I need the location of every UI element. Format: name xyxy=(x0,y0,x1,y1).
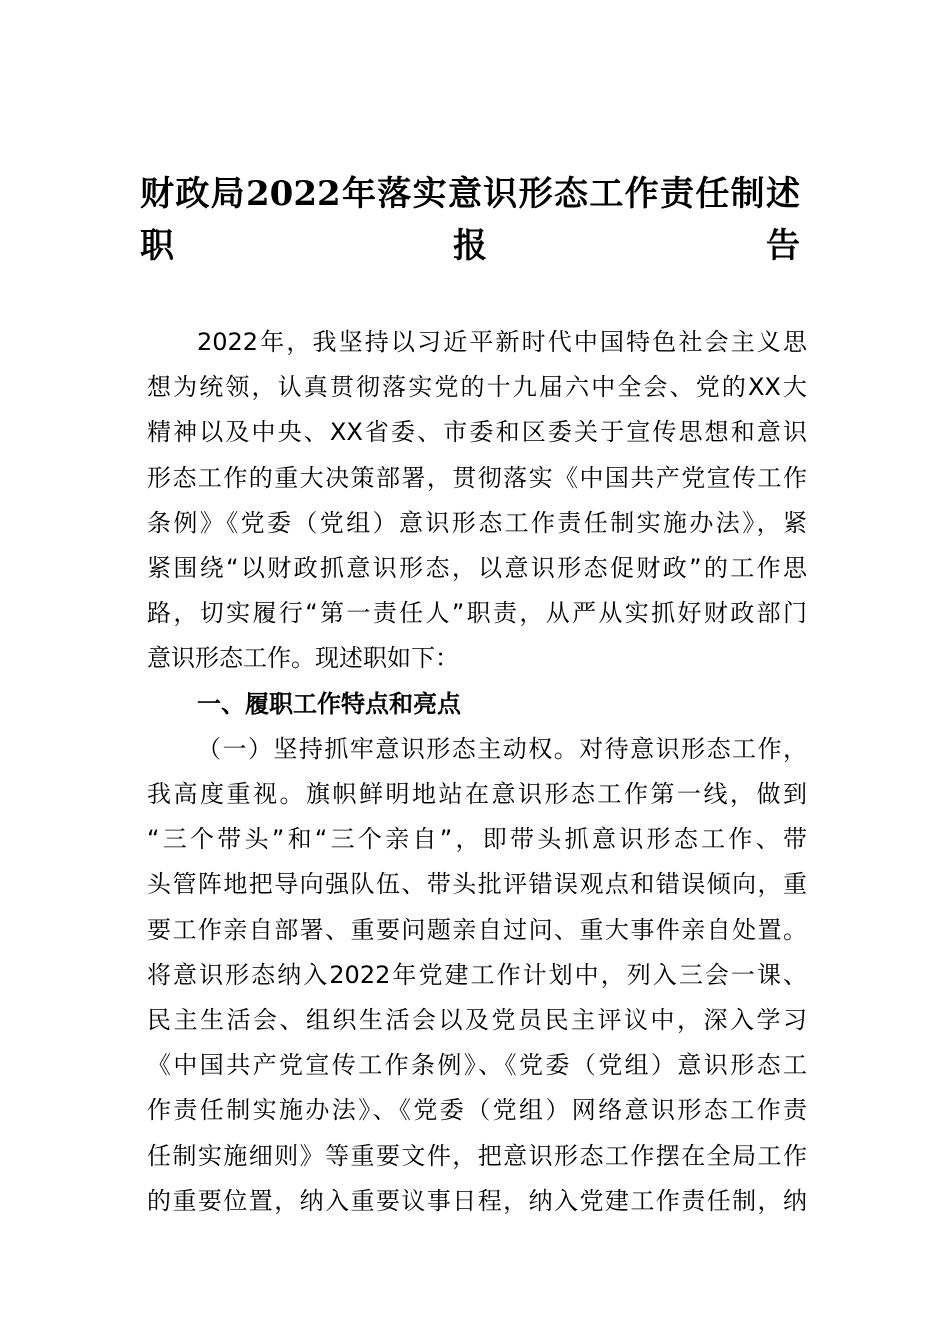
paragraph-intro xyxy=(147,320,807,682)
text-line: 想为统领，认真贯彻落实党的十九届六中全会、党的XX大 xyxy=(147,373,807,402)
text-line: 头管阵地把导向强队伍、带头批评错误观点和错误倾向，重 xyxy=(147,870,807,899)
text-line: 精神以及中央、XX省委、市委和区委关于宣传思想和意识 xyxy=(147,418,807,447)
text-line: 条例》《党委（党组）意识形态工作责任制实施办法》，紧 xyxy=(147,508,807,537)
text-line: 紧围绕“以财政抓意识形态，以意识形态促财政”的工作思 xyxy=(147,554,807,583)
title-line-2: 职报告 xyxy=(140,226,800,266)
text-line: 路，切实履行“第一责任人”职责，从严从实抓好财政部门 xyxy=(147,599,807,628)
text-line: 作责任制实施办法》、《党委（党组）网络意识形态工作责 xyxy=(147,1096,807,1125)
text-line: （一）坚持抓牢意识形态主动权。对待意识形态工作， xyxy=(197,734,807,763)
text-line: 形态工作的重大决策部署，贯彻落实《中国共产党宣传工作 xyxy=(147,463,807,492)
document-body xyxy=(147,320,807,1224)
text-line: 《中国共产党宣传工作条例》、《党委（党组）意识形态工 xyxy=(147,1051,807,1080)
text-line: 2022年，我坚持以习近平新时代中国特色社会主义思 xyxy=(197,328,807,356)
section-heading-1 xyxy=(147,682,807,727)
text-line: 将意识形态纳入2022年党建工作计划中，列入三会一课、 xyxy=(147,960,807,989)
text-line: 的重要位置，纳入重要议事日程，纳入党建工作责任制，纳 xyxy=(147,1186,807,1215)
title-line-1: 财政局2022年落实意识形态工作责任制述 xyxy=(140,174,800,214)
text-line: 意识形态工作。现述职如下： xyxy=(147,644,459,673)
text-line: 要工作亲自部署、重要问题亲自过问、重大事件亲自处置。 xyxy=(147,915,807,944)
text-line: 任制实施细则》等重要文件，把意识形态工作摆在全局工作 xyxy=(147,1141,807,1170)
paragraph-section-1-1 xyxy=(147,727,807,1224)
text-line: “三个带头”和“三个亲自”，即带头抓意识形态工作、带 xyxy=(147,825,807,854)
text-line: 民主生活会、组织生活会以及党员民主评议中，深入学习 xyxy=(147,1006,807,1035)
document-title xyxy=(140,168,810,272)
section-heading-text: 一、履职工作特点和亮点 xyxy=(197,689,461,718)
text-line: 我高度重视。旗帜鲜明地站在意识形态工作第一线，做到 xyxy=(147,780,807,809)
